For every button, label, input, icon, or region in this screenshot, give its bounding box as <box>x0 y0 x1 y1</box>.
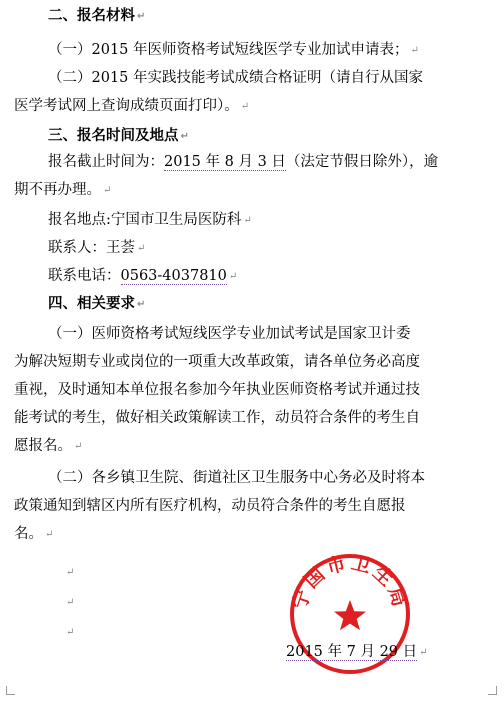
location-line: 报名地点:宁国市卫生局医防科 ↵ <box>48 212 252 228</box>
materials-item-2-line-2: 医学考试网上查询成绩页面打印）。 ↵ <box>14 98 250 114</box>
page-corner-mark <box>6 686 15 695</box>
deadline-date: 2015 年 8 月 3 日 <box>164 154 286 170</box>
requirements-p2-line-1: （二）各乡镇卫生院、街道社区卫生服务中心务必及时将本 <box>48 470 425 486</box>
requirements-p1-line-5: 愿报名。 ↵ <box>14 438 83 454</box>
page-corner-mark-right <box>488 686 497 695</box>
empty-paragraph-2: ↵ <box>66 597 75 608</box>
section-heading-materials: 二、报名材料 ↵ <box>48 8 146 24</box>
materials-item-2-line-1: （二）2015 年实践技能考试成绩合格证明（请自行从国家 <box>48 70 424 86</box>
signature-date: 2015 年 7 月 29 日 ↵ <box>286 644 428 660</box>
deadline-line-2: 期不再办理。 ↵ <box>14 182 112 198</box>
requirements-p2-line-2: 政策通知到辖区内所有医疗机构，动员符合条件的考生自愿报 <box>14 498 406 514</box>
section-heading-time-place: 三、报名时间及地点 ↵ <box>48 128 189 144</box>
paragraph-mark: ↵ <box>137 11 146 22</box>
phone-number: 0563-4037810 <box>120 268 227 284</box>
phone-line: 联系电话：0563-4037810 ↵ <box>48 268 238 284</box>
requirements-p1-line-1: （一）医师资格考试短线医学专业加试考试是国家卫计委 <box>48 326 411 342</box>
empty-paragraph-1: ↵ <box>66 567 75 578</box>
seal-star-icon <box>334 600 366 630</box>
empty-paragraph-3: ↵ <box>66 627 75 638</box>
seal-text: 宁国市卫生局 <box>288 552 412 613</box>
requirements-p1-line-3: 重视，及时通知本单位报名参加今年执业医师资格考试并通过技 <box>14 382 420 398</box>
requirements-p2-line-3: 名。 ↵ <box>14 526 54 542</box>
requirements-p1-line-2: 为解决短期专业或岗位的一项重大改革政策，请各单位务必高度 <box>14 354 420 370</box>
section-heading-requirements: 四、相关要求 ↵ <box>48 296 146 312</box>
contact-line: 联系人：王荟 ↵ <box>48 240 146 256</box>
requirements-p1-line-4: 能考试的考生，做好相关政策解读工作，动员符合条件的考生自 <box>14 410 420 426</box>
deadline-line-1: 报名截止时间为：2015 年 8 月 3 日（法定节假日除外），逾 <box>48 154 439 170</box>
materials-item-1: （一）2015 年医师资格考试短线医学专业加试申请表； ↵ <box>48 42 419 58</box>
